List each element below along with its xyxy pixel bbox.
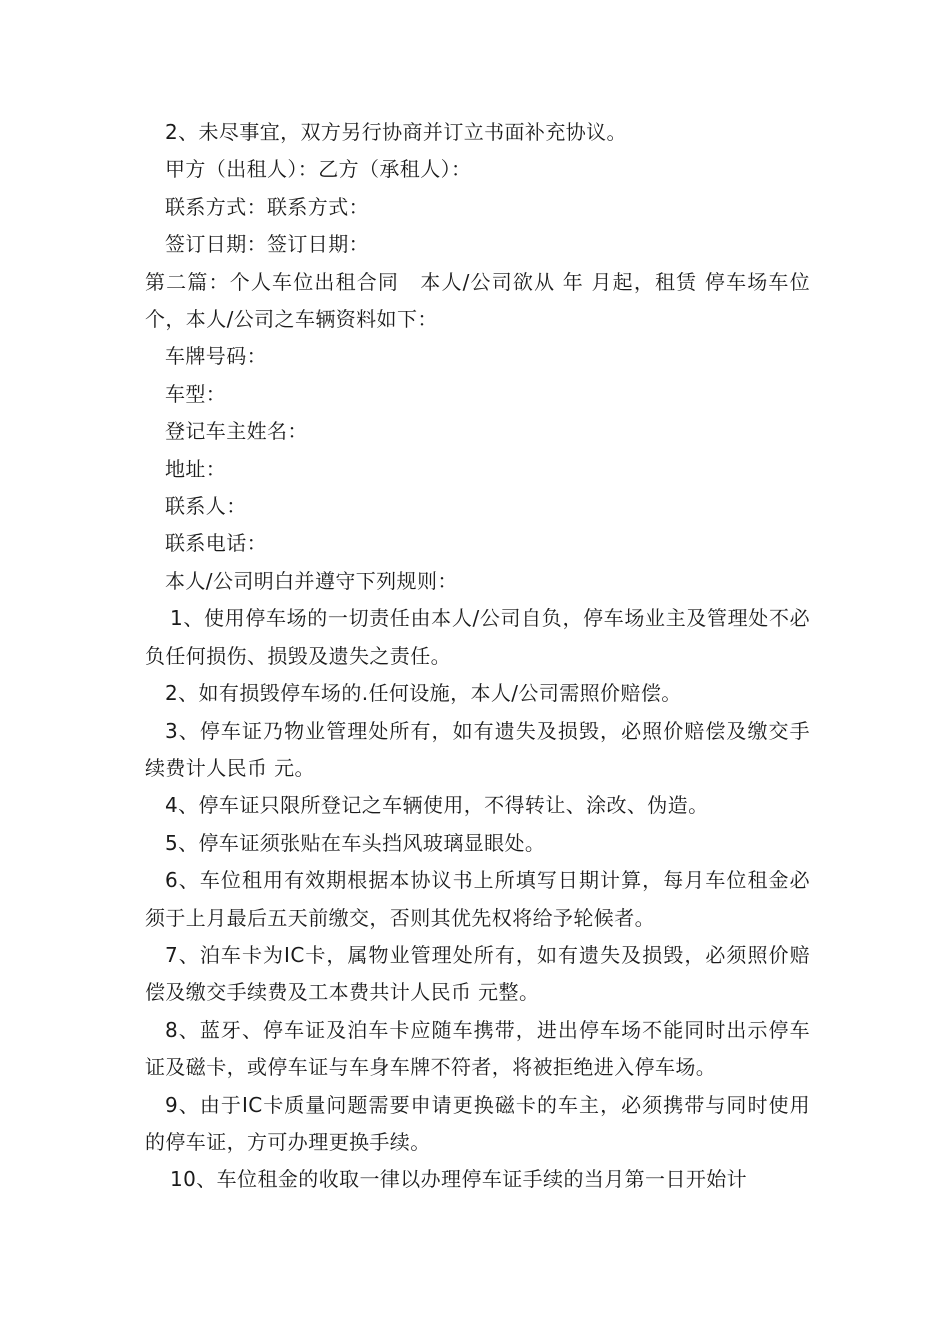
- paragraph-contact-phone: 联系电话：: [165, 531, 267, 556]
- paragraph-plate-number: 车牌号码：: [165, 344, 267, 369]
- paragraph-rule-7: 7、泊车卡为IC卡，属物业管理处所有，如有遗失及损毁，必须照价赔偿及缴交手续费及工本费共计人民币 元整。: [145, 942, 810, 1005]
- paragraph-contact-person: 联系人：: [165, 494, 247, 519]
- paragraph-owner-name: 登记车主姓名：: [165, 419, 308, 444]
- paragraph-rules-intro: 本人/公司明白并遵守下列规则：: [165, 568, 458, 593]
- paragraph-rule-6: 6、车位租用有效期根据本协议书上所填写日期计算，每月车位租金必须于上月最后五天前缴交，否则其优先权将给予轮候者。: [145, 868, 810, 930]
- paragraph-rule-10: 10、车位租金的收取一律以办理停车证手续的当月第一日开始计: [170, 1167, 748, 1192]
- paragraph-contact-methods: 联系方式：联系方式：: [165, 194, 369, 219]
- paragraph-rule-8: 8、蓝牙、停车证及泊车卡应随车携带，进出停车场不能同时出示停车证及磁卡，或停车证与车身车牌不符者，将被拒绝进入停车场。: [145, 1017, 810, 1080]
- paragraph-rule-9: 9、由于IC卡质量问题需要申请更换磁卡的车主，必须携带与同时使用的停车证，方可办理更换手续。: [145, 1092, 810, 1154]
- paragraph-rule-3: 3、停车证乃物业管理处所有，如有遗失及损毁，必照价赔偿及缴交手续费计人民币 元。: [145, 718, 810, 780]
- paragraph-address: 地址：: [165, 456, 227, 481]
- paragraph-car-model: 车型：: [165, 381, 227, 406]
- paragraph-rule-2: 2、如有损毁停车场的.任何设施，本人/公司需照价赔偿。: [165, 681, 682, 706]
- paragraph-rule-4: 4、停车证只限所登记之车辆使用，不得转让、涂改、伪造。: [165, 793, 709, 818]
- paragraph-sign-dates: 签订日期：签订日期：: [165, 232, 369, 257]
- paragraph-rule-5: 5、停车证须张贴在车头挡风玻璃显眼处。: [165, 830, 546, 855]
- document-body: [145, 114, 810, 1199]
- paragraph-section-two-intro: 第二篇：个人车位出租合同 本人/公司欲从 年 月起，租赁 停车场车位 个，本人/公司之车辆资料如下：: [145, 269, 810, 332]
- paragraph-party-names: 甲方（出租人）：乙方（承租人）：: [165, 157, 472, 182]
- paragraph-rule-1: 1、使用停车场的一切责任由本人/公司自负，停车场业主及管理处不必负任何损伤、损毁及遗失之责任。: [145, 606, 810, 668]
- paragraph-clause-2-supplement: 2、未尽事宜，双方另行协商并订立书面补充协议。: [165, 120, 627, 144]
